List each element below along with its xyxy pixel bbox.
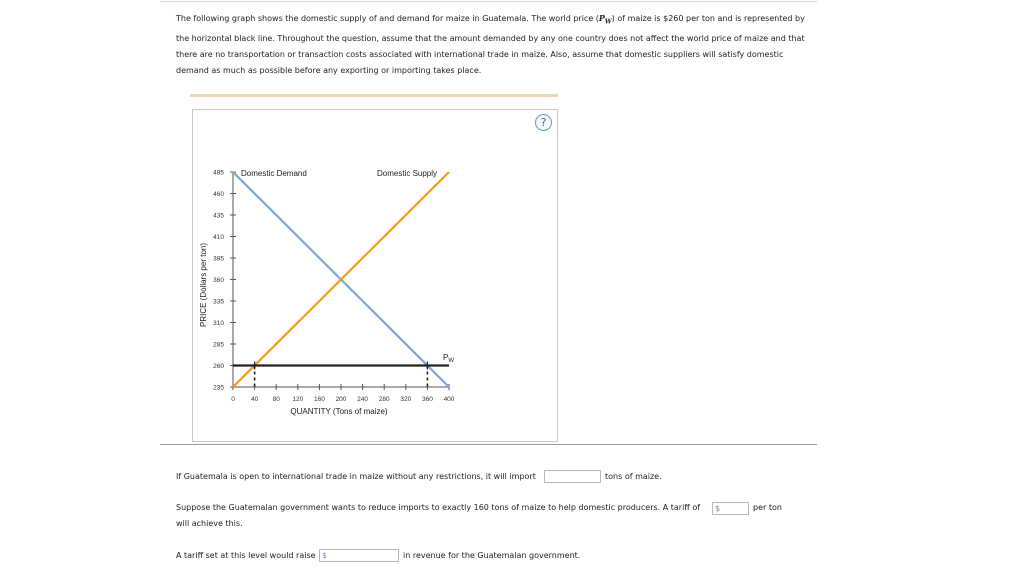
y-axis-label: PRICE (Dollars per ton) [199,242,208,328]
x-tick-label: 400 [443,396,455,403]
import-quantity-input[interactable] [544,470,601,483]
x-tick-label: 0 [231,396,235,403]
supply-label: Domestic Supply [377,169,438,178]
x-tick-label: 160 [313,396,325,403]
top-divider [160,1,817,2]
demand-label: Domestic Demand [241,169,307,178]
section-divider [160,444,817,445]
y-tick-label: 260 [213,363,224,370]
x-tick-label: 40 [250,396,259,403]
tariff-revenue-input[interactable] [319,549,399,562]
intro-part1: The following graph shows the domestic supply of and demand for maize in Guatemala. The world price ( [176,14,599,23]
q3-text: A tariff set at this level would raise [176,551,316,560]
x-tick-label: 320 [400,396,412,403]
y-tick-label: 410 [213,234,224,241]
x-tick-label: 240 [357,396,369,403]
pw-symbol: $P_W$ [598,13,612,26]
y-tick-label: 310 [213,320,224,327]
y-tick-label: 460 [213,191,224,198]
q1-suffix: tons of maize. [605,472,662,481]
y-tick-label: 335 [213,298,224,306]
y-tick-label: 360 [213,277,224,284]
y-tick-label: 285 [213,341,224,349]
intro-text [176,10,806,80]
q3-suffix: in revenue for the Guatemalan government. [403,551,581,560]
q2-line2: will achieve this. [176,519,243,528]
x-tick-label: 120 [292,396,304,403]
y-tick-label: 235 [213,384,224,392]
x-tick-label: 200 [335,396,347,403]
x-tick-label: 80 [272,396,280,403]
supply-demand-chart [193,110,557,441]
x-tick-label: 360 [421,396,433,403]
tariff-input[interactable] [712,502,749,515]
pw-label: $P_W$ [443,353,455,364]
graph-header-bar [190,94,558,97]
intro-part2: ) of maize is $260 per ton and is represented by the horizontal black line. Throughout the question, assume that the amount demanded by any one country does not affect the world price of maize and that there are no transportation or transaction costs associated with international trade in maize. Also, assume that domestic suppliers will satisfy domestic demand as much as possible before any exporting or importing takes place. [176,14,805,76]
y-tick-label: 435 [213,212,224,220]
q2-text: Suppose the Guatemalan government wants to reduce imports to exactly 160 tons of maize to help domestic producers. A tariff of [176,503,701,512]
q1-text: If Guatemala is open to international trade in maize without any restrictions, it will import [176,472,536,481]
x-axis-label: QUANTITY (Tons of maize) [290,407,388,416]
dollar-sign: $ [715,504,721,513]
y-tick-label: 385 [213,255,224,263]
help-icon[interactable]: ? [535,114,552,131]
q2-suffix: per ton [753,503,782,512]
graph-panel [192,109,558,442]
dollar-sign: $ [322,551,328,560]
x-tick-label: 280 [378,396,390,403]
y-tick-label: 485 [213,169,224,177]
